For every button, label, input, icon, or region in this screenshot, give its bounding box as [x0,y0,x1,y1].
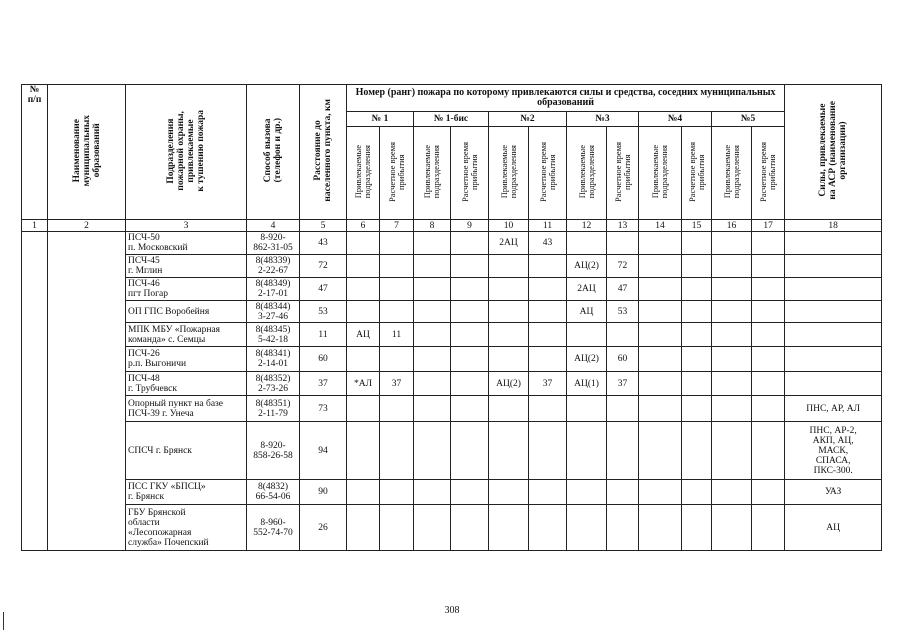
header-rank-1bis: № 1-бис [414,112,489,127]
arrival-time [752,347,785,372]
header-rank-group: Номер (ранг) пожара по которому привлекаются силы и средства, соседних муниципальных образований [347,85,785,112]
header-municipality-label: Наименование муниципальных образований [71,114,102,187]
engaged-units [414,422,451,480]
engaged-units [712,347,752,372]
col-number: 15 [682,220,712,232]
col-number: 12 [567,220,607,232]
distance-km: 72 [300,255,347,278]
engaged-units [489,347,529,372]
arrival-time: 37 [529,372,567,396]
col-number: 16 [712,220,752,232]
header-number: № п/п [22,85,48,220]
header-rank-4: №4 [639,112,712,127]
col-number: 13 [607,220,639,232]
subdivision-name: МПК МБУ «Пожарная команда» с. Семцы [126,323,247,347]
distance-km: 37 [300,372,347,396]
table-row [22,396,882,422]
table-body [22,232,882,551]
arrival-time [682,347,712,372]
arrival-time [682,372,712,396]
arrival-time [607,232,639,255]
engaged-units [489,505,529,551]
engaged-units: *АЛ [347,372,380,396]
col-number: 17 [752,220,785,232]
arrival-time [529,278,567,301]
arrival-time [682,422,712,480]
col-number: 5 [300,220,347,232]
arrival-time [752,255,785,278]
distance-km: 26 [300,505,347,551]
arrival-time [682,255,712,278]
arrival-time [529,505,567,551]
call-method: 8-920- 858-26-58 [247,422,300,480]
engaged-units [347,505,380,551]
column-number-row [22,220,882,232]
engaged-units [489,480,529,505]
engaged-units [567,505,607,551]
arrival-time [682,505,712,551]
asr-forces [785,347,882,372]
engaged-units [712,278,752,301]
arrival-time: 11 [380,323,414,347]
header-rank-5: №5 [712,112,785,127]
arrival-time [752,278,785,301]
engaged-units [347,301,380,323]
distance-km: 60 [300,347,347,372]
header-asr-label: Силы, привлекаемые на АСР (наименование организации) [818,101,849,200]
engaged-units: АЦ [567,301,607,323]
arrival-time: 37 [380,372,414,396]
engaged-units [414,323,451,347]
engaged-units [639,505,682,551]
distance-km: 90 [300,480,347,505]
header-units-r4 [639,127,682,220]
distance-km: 94 [300,422,347,480]
engaged-units [712,323,752,347]
asr-forces: АЦ [785,505,882,551]
engaged-units [414,372,451,396]
engaged-units [567,396,607,422]
engaged-units [414,396,451,422]
arrival-time [380,255,414,278]
call-method: 8(48349) 2-17-01 [247,278,300,301]
engaged-units [712,232,752,255]
arrival-time [607,323,639,347]
cell-municipality [48,232,126,551]
arrival-time [451,480,489,505]
col-number: 14 [639,220,682,232]
header-distance-label: Расстояние до населенного пункта, км [313,99,333,202]
arrival-time [380,232,414,255]
engaged-units [639,232,682,255]
arrival-time [607,396,639,422]
subdivision-name: ГБУ Брянской области «Лесопожарная служба» Почепский [126,505,247,551]
header-units-r1bis-label: Привлекаемые подразделения [422,144,441,199]
asr-forces [785,323,882,347]
engaged-units [567,323,607,347]
header-units-r2 [489,127,529,220]
engaged-units [639,278,682,301]
engaged-units [414,505,451,551]
arrival-time: 47 [607,278,639,301]
distance-km: 47 [300,278,347,301]
engaged-units [639,422,682,480]
header-units-r1-label: Привлекаемые подразделения [353,144,372,199]
fire-response-table [21,84,882,551]
arrival-time [451,505,489,551]
header-time-r2-label: Расчетное время прибытия [537,141,557,202]
header-time-r2 [529,127,567,220]
arrival-time [380,301,414,323]
engaged-units [347,480,380,505]
engaged-units [347,278,380,301]
arrival-time [451,232,489,255]
table-row [22,505,882,551]
arrival-time [752,505,785,551]
col-number: 2 [48,220,126,232]
header-municipality [48,85,126,220]
col-number: 18 [785,220,882,232]
table-row [22,278,882,301]
arrival-time [682,301,712,323]
arrival-time [451,301,489,323]
header-asr [785,85,882,220]
arrival-time [380,480,414,505]
header-time-r5 [752,127,785,220]
engaged-units [347,347,380,372]
arrival-time [752,323,785,347]
col-number: 4 [247,220,300,232]
asr-forces: ПНС, АР-2, АКП, АЦ, МАСК, СПАСА, ПКС-300. [785,422,882,480]
header-units-r3-label: Привлекаемые подразделения [576,144,596,199]
scan-edge-mark [3,612,4,630]
header-units-r3 [567,127,607,220]
arrival-time [529,396,567,422]
arrival-time [380,396,414,422]
subdivision-name: ПСЧ-48 г. Трубчевск [126,372,247,396]
header-time-r1 [380,127,414,220]
table-row [22,422,882,480]
asr-forces [785,301,882,323]
arrival-time [607,505,639,551]
header-time-r1bis-label: Расчетное время прибытия [459,141,479,202]
arrival-time [682,396,712,422]
arrival-time: 37 [607,372,639,396]
engaged-units [489,422,529,480]
call-method: 8-960- 552-74-70 [247,505,300,551]
engaged-units [489,255,529,278]
engaged-units: АЦ(2) [567,255,607,278]
header-time-r4 [682,127,712,220]
engaged-units [414,347,451,372]
arrival-time [682,278,712,301]
header-subdivisions [126,85,247,220]
header-call-method [247,85,300,220]
engaged-units: 2АЦ [489,232,529,255]
distance-km: 11 [300,323,347,347]
engaged-units: АЦ(1) [567,372,607,396]
engaged-units: АЦ(2) [567,347,607,372]
arrival-time [529,480,567,505]
engaged-units [414,278,451,301]
col-number: 8 [414,220,451,232]
subdivision-name: ПСЧ-45 г. Мглин [126,255,247,278]
arrival-time [529,323,567,347]
arrival-time [752,422,785,480]
header-rank-1: № 1 [347,112,414,127]
engaged-units [489,301,529,323]
distance-km: 73 [300,396,347,422]
distance-km: 53 [300,301,347,323]
engaged-units [347,255,380,278]
col-number: 1 [22,220,48,232]
table-row [22,372,882,396]
arrival-time [529,301,567,323]
engaged-units [712,301,752,323]
subdivision-name: ПСС ГКУ «БПСЦ» г. Брянск [126,480,247,505]
col-number: 10 [489,220,529,232]
arrival-time [451,372,489,396]
subdivision-name: ОП ГПС Воробейня [126,301,247,323]
arrival-time [380,347,414,372]
call-method: 8(48351) 2-11-79 [247,396,300,422]
engaged-units [639,323,682,347]
engaged-units [712,480,752,505]
engaged-units [414,480,451,505]
engaged-units [489,323,529,347]
header-units-r5 [712,127,752,220]
arrival-time [451,422,489,480]
subdivision-name: Опорный пункт на базе ПСЧ-39 г. Унеча [126,396,247,422]
arrival-time [529,422,567,480]
engaged-units [347,422,380,480]
arrival-time [682,323,712,347]
engaged-units [414,301,451,323]
engaged-units [347,232,380,255]
arrival-time [451,278,489,301]
header-units-r2-label: Привлекаемые подразделения [498,144,518,199]
col-number: 6 [347,220,380,232]
asr-forces: ПНС, АР, АЛ [785,396,882,422]
engaged-units [414,232,451,255]
call-method: 8(4832) 66-54-06 [247,480,300,505]
engaged-units [712,396,752,422]
table-row [22,323,882,347]
header-time-r5-label: Расчетное время прибытия [758,141,778,202]
table-row [22,255,882,278]
header-time-r1bis [451,127,489,220]
subdivision-name: ПСЧ-26 р.п. Выгоничи [126,347,247,372]
engaged-units [489,396,529,422]
engaged-units [712,372,752,396]
distance-km: 43 [300,232,347,255]
arrival-time: 72 [607,255,639,278]
header-units-r4-label: Привлекаемые подразделения [650,144,669,199]
header-distance [300,85,347,220]
arrival-time [752,232,785,255]
engaged-units [712,255,752,278]
engaged-units [639,396,682,422]
header-time-r1-label: Расчетное время прибытия [386,141,406,202]
engaged-units [639,372,682,396]
engaged-units [639,480,682,505]
asr-forces [785,232,882,255]
engaged-units: 2АЦ [567,278,607,301]
subdivision-name: СПСЧ г. Брянск [126,422,247,480]
col-number: 11 [529,220,567,232]
table-row [22,347,882,372]
col-number: 9 [451,220,489,232]
arrival-time [607,422,639,480]
header-time-r3-label: Расчетное время прибытия [612,141,632,202]
arrival-time [752,480,785,505]
cell-number [22,232,48,551]
arrival-time [529,255,567,278]
engaged-units [567,480,607,505]
arrival-time [380,422,414,480]
engaged-units [712,422,752,480]
asr-forces [785,278,882,301]
header-time-r4-label: Расчетное время прибытия [686,141,706,202]
arrival-time [451,347,489,372]
call-method: 8(48344) 3-27-46 [247,301,300,323]
arrival-time: 60 [607,347,639,372]
engaged-units [489,278,529,301]
page-number: 308 [444,605,460,616]
asr-forces: УАЗ [785,480,882,505]
engaged-units: АЦ [347,323,380,347]
arrival-time [451,255,489,278]
arrival-time [752,301,785,323]
engaged-units [639,301,682,323]
subdivision-name: ПСЧ-50 п. Московский [126,232,247,255]
header-rank-2: №2 [489,112,567,127]
arrival-time [682,232,712,255]
table-row [22,232,882,255]
header-subdivisions-label: Подразделения пожарной охраны, привлекаемые к тушению пожара [166,109,206,192]
header-rank-3: №3 [567,112,639,127]
header-time-r3 [607,127,639,220]
subdivision-name: ПСЧ-46 пгт Погар [126,278,247,301]
call-method: 8(48341) 2-14-01 [247,347,300,372]
engaged-units: АЦ(2) [489,372,529,396]
arrival-time [752,396,785,422]
call-method: 8-920- 862-31-05 [247,232,300,255]
engaged-units [639,255,682,278]
call-method: 8(48352) 2-73-26 [247,372,300,396]
header-units-r5-label: Привлекаемые подразделения [721,144,741,199]
table-row [22,301,882,323]
arrival-time [607,480,639,505]
engaged-units [567,232,607,255]
arrival-time [451,323,489,347]
engaged-units [712,505,752,551]
engaged-units [347,396,380,422]
header-units-r1 [347,127,380,220]
table-row [22,480,882,505]
arrival-time [380,278,414,301]
header-call-method-label: Способ вызова (телефон и др.) [263,118,283,183]
col-number: 3 [126,220,247,232]
engaged-units [639,347,682,372]
engaged-units [414,255,451,278]
arrival-time [752,372,785,396]
call-method: 8(48339) 2-22-67 [247,255,300,278]
col-number: 7 [380,220,414,232]
asr-forces [785,255,882,278]
call-method: 8(48345) 5-42-18 [247,323,300,347]
arrival-time: 43 [529,232,567,255]
arrival-time [380,505,414,551]
header-units-r1bis [414,127,451,220]
arrival-time: 53 [607,301,639,323]
arrival-time [529,347,567,372]
arrival-time [451,396,489,422]
arrival-time [682,480,712,505]
engaged-units [567,422,607,480]
asr-forces [785,372,882,396]
